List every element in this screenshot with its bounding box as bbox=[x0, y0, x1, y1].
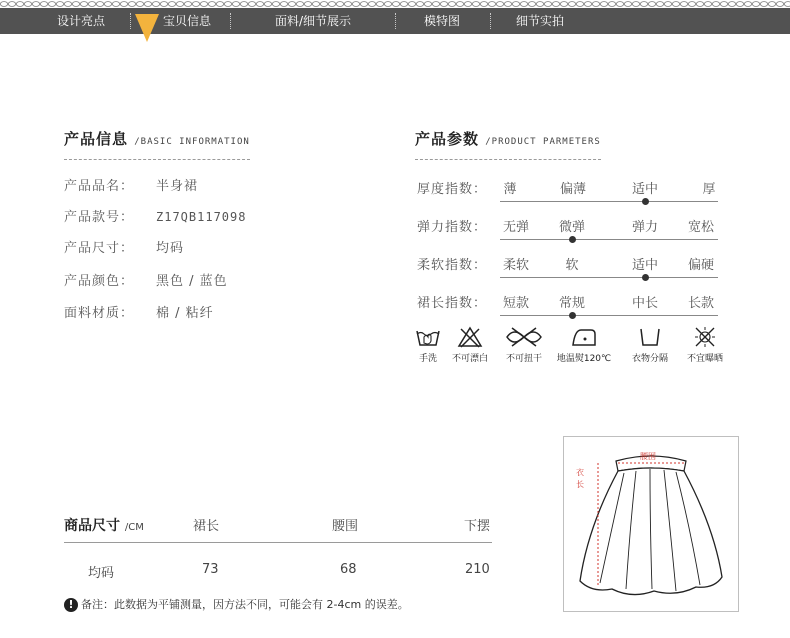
no-bleach-icon bbox=[457, 326, 483, 348]
care-label: 手洗 bbox=[418, 354, 437, 364]
info-value: 棉 / 粘纤 bbox=[156, 306, 214, 321]
care-label: 不可扭干 bbox=[505, 354, 542, 364]
thickness-index-scale bbox=[500, 201, 718, 202]
params-title: 产品参数 bbox=[415, 130, 480, 148]
index-option: 微弹 bbox=[558, 220, 586, 235]
index-option: 中长 bbox=[631, 296, 659, 311]
measurement-note bbox=[64, 596, 409, 612]
params-subtitle: PRODUCT PARMETERS bbox=[491, 137, 601, 147]
skirt-illustration bbox=[564, 437, 738, 611]
note-text: 备注：此数据为平铺测量，因方法不同，可能会有 2-4cm 的误差。 bbox=[81, 598, 409, 611]
nav-item-fabric-details[interactable]: 面料/细节展示 bbox=[274, 14, 352, 28]
basic-info-title: 产品信息 bbox=[64, 130, 129, 148]
info-row-style-number bbox=[64, 206, 246, 225]
basic-info-heading: 产品信息 /BASIC INFORMATION bbox=[64, 130, 250, 148]
size-table-title bbox=[64, 515, 144, 535]
thickness-index-marker bbox=[642, 198, 649, 205]
params-heading: 产品参数 /PRODUCT PARMETERS bbox=[415, 130, 601, 148]
size-cell-skirt-length: 73 bbox=[202, 562, 219, 577]
col-header-waist: 腰围 bbox=[332, 519, 359, 534]
no-sun-icon bbox=[692, 326, 718, 348]
care-label: 衣物分隔 bbox=[631, 354, 668, 364]
wash-separately-icon bbox=[637, 326, 663, 348]
warning-icon: ! bbox=[64, 598, 78, 612]
size-table-unit: /CM bbox=[124, 522, 144, 533]
skirt-length-index-label: 裙长指数： bbox=[417, 296, 488, 311]
length-label-2: 长 bbox=[576, 480, 584, 489]
info-value: 半身裙 bbox=[156, 179, 199, 194]
care-wash-separately bbox=[620, 326, 680, 364]
care-iron bbox=[554, 326, 614, 364]
index-option: 无弹 bbox=[502, 220, 530, 235]
info-label: 面料材质： bbox=[64, 306, 135, 321]
index-option: 偏硬 bbox=[687, 258, 715, 273]
softness-index-scale bbox=[500, 277, 718, 278]
size-table-title-text: 商品尺寸 bbox=[64, 518, 120, 534]
skirt-length-index-scale bbox=[500, 315, 718, 316]
info-label: 产品颜色： bbox=[64, 274, 135, 289]
nav-separator bbox=[395, 13, 396, 29]
info-row-color bbox=[64, 270, 228, 289]
index-option: 适中 bbox=[631, 258, 659, 273]
iron-low-temp-icon bbox=[569, 326, 599, 348]
index-option: 常规 bbox=[558, 296, 586, 311]
size-cell-name: 均码 bbox=[88, 566, 115, 581]
active-nav-arrow bbox=[135, 14, 159, 42]
nav-item-model-photos[interactable]: 模特图 bbox=[423, 14, 460, 28]
size-table-divider bbox=[64, 542, 492, 543]
hand-wash-icon bbox=[415, 326, 441, 348]
basic-info-divider bbox=[64, 159, 250, 160]
elasticity-index-label: 弹力指数： bbox=[417, 220, 488, 235]
index-option: 厚 bbox=[702, 182, 716, 197]
col-header-hem: 下摆 bbox=[464, 519, 491, 534]
info-label: 产品款号： bbox=[64, 210, 135, 225]
nav-item-design-highlights[interactable]: 设计亮点 bbox=[56, 14, 105, 28]
care-label: 不宜曝晒 bbox=[686, 354, 723, 364]
care-label: 地温熨120℃ bbox=[556, 354, 612, 364]
length-label-1: 衣 bbox=[576, 468, 584, 477]
basic-info-subtitle: BASIC INFORMATION bbox=[140, 137, 250, 147]
care-no-bleach bbox=[440, 326, 500, 364]
softness-index-marker bbox=[642, 274, 649, 281]
nav-item-detail-shots[interactable]: 细节实拍 bbox=[515, 14, 564, 28]
col-header-skirt-length: 裙长 bbox=[193, 519, 220, 534]
index-option: 弹力 bbox=[631, 220, 659, 235]
info-row-size bbox=[64, 237, 184, 256]
index-option: 偏薄 bbox=[559, 182, 587, 197]
index-option: 宽松 bbox=[687, 220, 715, 235]
index-option: 适中 bbox=[631, 182, 659, 197]
index-option: 软 bbox=[565, 258, 579, 273]
index-option: 柔软 bbox=[502, 258, 530, 273]
nav-separator bbox=[130, 13, 131, 29]
info-row-name bbox=[64, 175, 198, 194]
nav-bar bbox=[0, 8, 790, 34]
size-cell-hem: 210 bbox=[465, 562, 490, 577]
skirt-length-index-marker bbox=[569, 312, 576, 319]
index-option: 薄 bbox=[503, 182, 517, 197]
info-value: 黑色 / 蓝色 bbox=[156, 274, 228, 289]
elasticity-index-marker bbox=[569, 236, 576, 243]
waist-label: 腰围 bbox=[640, 452, 656, 461]
size-cell-waist: 68 bbox=[340, 562, 357, 577]
nav-item-product-info[interactable]: 宝贝信息 bbox=[162, 14, 211, 28]
care-no-sun bbox=[675, 326, 735, 364]
elasticity-index-scale bbox=[500, 239, 718, 240]
skirt-measurement-figure bbox=[563, 436, 739, 612]
thickness-index-label: 厚度指数： bbox=[417, 182, 488, 197]
info-label: 产品尺寸： bbox=[64, 241, 135, 256]
care-no-wring bbox=[494, 326, 554, 364]
care-label: 不可漂白 bbox=[451, 354, 488, 364]
info-value: 均码 bbox=[156, 241, 185, 256]
top-pattern bbox=[0, 0, 790, 8]
info-label: 产品品名： bbox=[64, 179, 135, 194]
index-option: 短款 bbox=[502, 296, 530, 311]
params-divider bbox=[415, 159, 601, 160]
info-value: Z17QB117098 bbox=[156, 210, 247, 224]
index-option: 长款 bbox=[687, 296, 715, 311]
nav-separator bbox=[230, 13, 231, 29]
softness-index-label: 柔软指数： bbox=[417, 258, 488, 273]
nav-separator bbox=[490, 13, 491, 29]
info-row-material bbox=[64, 302, 214, 321]
no-wring-icon bbox=[504, 326, 544, 348]
